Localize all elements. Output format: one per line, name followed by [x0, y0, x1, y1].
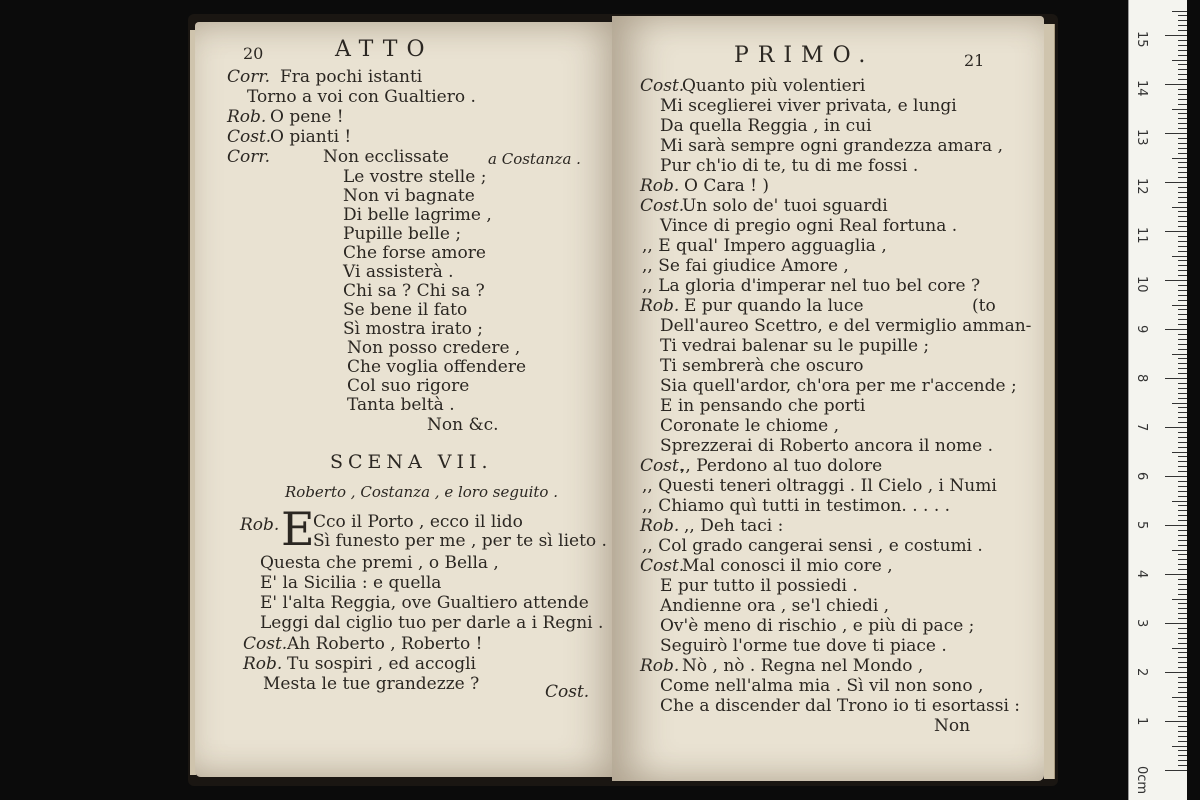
ruler-tick: [1178, 569, 1187, 570]
verse-line: Un solo de' tuoi sguardi: [682, 196, 888, 216]
ruler-tick: [1172, 403, 1187, 404]
verse-line: E pur quando la luce: [684, 296, 864, 316]
ruler-tick: [1178, 187, 1187, 188]
ruler-tick: [1178, 535, 1187, 536]
ruler-tick: [1178, 265, 1187, 266]
ruler-tick: [1178, 221, 1187, 222]
speaker: Cost.: [243, 634, 288, 654]
ruler-tick: [1178, 461, 1187, 462]
ruler-tick: [1178, 618, 1187, 619]
scene-title: SCENA VII.: [330, 451, 493, 473]
verse-line: Ti vedrai balenar su le pupille ;: [660, 336, 930, 356]
ruler-tick: [1178, 750, 1187, 751]
verse-line: Vince di pregio ogni Real fortuna .: [660, 216, 958, 236]
page-number-left: 20: [243, 44, 264, 63]
left-page: [195, 22, 625, 777]
ruler-tick: [1165, 672, 1187, 673]
ruler-tick: [1165, 476, 1187, 477]
ruler-tick: [1178, 99, 1187, 100]
ruler-tick: [1178, 388, 1187, 389]
verse-line: ,, Se fai giudice Amore ,: [642, 256, 849, 276]
ruler-tick: [1178, 349, 1187, 350]
ruler-tick: [1178, 123, 1187, 124]
ruler-label: 12: [1134, 178, 1149, 195]
ruler-tick: [1178, 290, 1187, 291]
ruler-label: 14: [1134, 80, 1149, 97]
ruler-tick: [1178, 211, 1187, 212]
verse-line: Non posso credere ,: [347, 338, 521, 358]
verse-line: Tanta beltà .: [347, 395, 455, 415]
speaker: Cost.: [640, 76, 685, 96]
ruler-tick: [1178, 260, 1187, 261]
ruler-tick: [1165, 231, 1187, 232]
right-page: [612, 16, 1044, 781]
verse-line: ,, Deh taci :: [684, 516, 784, 536]
ruler-tick: [1178, 608, 1187, 609]
verse-line: Se bene il fato: [343, 300, 468, 320]
ruler-tick: [1178, 241, 1187, 242]
ruler-tick: [1178, 652, 1187, 653]
ruler-tick: [1178, 319, 1187, 320]
ruler-tick: [1178, 334, 1187, 335]
drop-cap: E: [281, 502, 315, 556]
ruler-label: 3: [1134, 619, 1149, 628]
ruler-tick: [1178, 167, 1187, 168]
ruler-tick: [1178, 363, 1187, 364]
verse-line: Chi sa ? Chi sa ?: [343, 281, 485, 301]
verse-line: Le vostre stelle ;: [343, 167, 487, 187]
ruler-tick: [1172, 452, 1187, 453]
ruler-tick: [1178, 251, 1187, 252]
ruler-tick: [1178, 731, 1187, 732]
ruler-tick: [1178, 216, 1187, 217]
verse-line: Ov'è meno di rischio , e più di pace ;: [660, 616, 975, 636]
measurement-ruler: [1128, 0, 1187, 800]
ruler-tick: [1178, 437, 1187, 438]
ruler-tick: [1178, 594, 1187, 595]
ruler-tick: [1178, 373, 1187, 374]
verse-line: Non vi bagnate: [343, 186, 475, 206]
ruler-tick: [1178, 466, 1187, 467]
ruler-tick: [1178, 687, 1187, 688]
verse-line: (to: [972, 296, 996, 316]
ruler-tick: [1178, 540, 1187, 541]
ruler-tick: [1178, 456, 1187, 457]
ruler-tick: [1178, 393, 1187, 394]
ruler-tick: [1165, 329, 1187, 330]
ruler-tick: [1172, 11, 1187, 12]
stage-aside: a Costanza .: [488, 150, 581, 168]
verse-line: Mi sarà sempre ogni grandezza amara ,: [660, 136, 1004, 156]
ruler-tick: [1178, 40, 1187, 41]
ruler-tick: [1172, 305, 1187, 306]
ruler-tick: [1178, 143, 1187, 144]
ruler-tick: [1172, 599, 1187, 600]
ruler-tick: [1178, 177, 1187, 178]
verse-line: ,, Questi teneri oltraggi . Il Cielo , i Numi: [642, 476, 997, 496]
verse-line: Mi sceglierei viver privata, e lungi: [660, 96, 957, 116]
ruler-tick: [1178, 358, 1187, 359]
ruler-tick: [1165, 574, 1187, 575]
ruler-tick: [1178, 520, 1187, 521]
speaker: Rob.: [640, 516, 680, 536]
ruler-tick: [1178, 69, 1187, 70]
verse-line: Sì funesto per me , per te sì lieto .: [313, 531, 607, 551]
ruler-tick: [1178, 236, 1187, 237]
ruler-label: 1: [1134, 717, 1149, 726]
ruler-tick: [1178, 711, 1187, 712]
ruler-tick: [1178, 481, 1187, 482]
verse-line: Leggi dal ciglio tuo per darle a i Regni .: [260, 613, 604, 633]
ruler-tick: [1178, 442, 1187, 443]
ruler-tick: [1178, 197, 1187, 198]
ruler-tick: [1178, 172, 1187, 173]
ruler-tick: [1165, 133, 1187, 134]
ruler-tick: [1165, 770, 1187, 771]
ruler-tick: [1178, 20, 1187, 21]
verse-line: Di belle lagrime ,: [343, 205, 492, 225]
right-page-edge: [1044, 24, 1055, 779]
ruler-tick: [1165, 280, 1187, 281]
verse-line: Mal conosci il mio core ,: [682, 556, 893, 576]
ruler-tick: [1178, 692, 1187, 693]
ruler-tick: [1178, 677, 1187, 678]
speaker: Cost.: [227, 127, 272, 147]
ruler-tick: [1178, 153, 1187, 154]
verse-line: O pene !: [270, 107, 344, 127]
ruler-tick: [1178, 226, 1187, 227]
verse-line: Col suo rigore: [347, 376, 470, 396]
ruler-tick: [1178, 554, 1187, 555]
ruler-tick: [1178, 505, 1187, 506]
ruler-label: 15: [1134, 31, 1149, 48]
running-head-right: PRIMO.: [734, 43, 875, 68]
ruler-tick: [1178, 79, 1187, 80]
ruler-tick: [1178, 407, 1187, 408]
verse-line: Sprezzerai di Roberto ancora il nome .: [660, 436, 994, 456]
ruler-tick: [1178, 128, 1187, 129]
ruler-tick: [1178, 701, 1187, 702]
ruler-label: 7: [1134, 423, 1149, 432]
speaker: Cost.: [640, 556, 685, 576]
ruler-tick: [1178, 716, 1187, 717]
ruler-tick: [1178, 202, 1187, 203]
ruler-tick: [1178, 344, 1187, 345]
ruler-tick: [1178, 300, 1187, 301]
ruler-tick: [1178, 633, 1187, 634]
verse-line: Vi assisterà .: [343, 262, 454, 282]
speaker: Rob.: [640, 176, 680, 196]
speaker: Rob.: [640, 656, 680, 676]
ruler-tick: [1178, 496, 1187, 497]
speaker: Rob.: [240, 515, 280, 535]
ruler-tick: [1165, 84, 1187, 85]
stage-direction: Roberto , Costanza , e loro seguito .: [285, 483, 558, 501]
ruler-tick: [1178, 706, 1187, 707]
ruler-tick: [1178, 94, 1187, 95]
ruler-tick: [1172, 207, 1187, 208]
verse-line: E' la Sicilia : e quella: [260, 573, 442, 593]
ruler-tick: [1178, 422, 1187, 423]
ruler-tick: [1178, 89, 1187, 90]
verse-line: E pur tutto il possiedi .: [660, 576, 858, 596]
ruler-tick: [1178, 15, 1187, 16]
speaker: Corr.: [227, 147, 271, 167]
ruler-tick: [1178, 398, 1187, 399]
verse-line: Seguirò l'orme tue dove ti piace .: [660, 636, 947, 656]
verse-line: Quanto più volentieri: [682, 76, 866, 96]
ruler-tick: [1178, 324, 1187, 325]
ruler-tick: [1172, 158, 1187, 159]
ruler-tick: [1178, 755, 1187, 756]
ruler-label: 10: [1134, 276, 1149, 293]
catchword: Cost.: [545, 682, 590, 702]
ruler-tick: [1178, 162, 1187, 163]
ruler-tick: [1165, 35, 1187, 36]
ruler-tick: [1178, 559, 1187, 560]
ruler-tick: [1178, 603, 1187, 604]
ruler-tick: [1178, 270, 1187, 271]
ruler-label: 11: [1134, 227, 1149, 244]
speaker: Cost.: [640, 196, 685, 216]
ruler-tick: [1165, 182, 1187, 183]
verse-line: ,, La gloria d'imperar nel tuo bel core ?: [642, 276, 981, 296]
ruler-tick: [1165, 525, 1187, 526]
ruler-tick: [1172, 256, 1187, 257]
verse-line: Coronate le chiome ,: [660, 416, 840, 436]
ruler-label: 5: [1134, 521, 1149, 530]
ruler-label: 6: [1134, 472, 1149, 481]
ruler-tick: [1178, 564, 1187, 565]
ruler-tick: [1178, 314, 1187, 315]
ruler-tick: [1178, 486, 1187, 487]
ruler-tick: [1178, 643, 1187, 644]
ruler-label: 2: [1134, 668, 1149, 677]
ruler-label: 9: [1134, 325, 1149, 334]
page-number-right: 21: [964, 51, 985, 70]
ruler-tick: [1172, 501, 1187, 502]
verse-line: ,, Chiamo quì tutti in testimon. . . . .: [642, 496, 951, 516]
ruler-tick: [1178, 55, 1187, 56]
ruler-tick: [1172, 697, 1187, 698]
ruler-tick: [1178, 741, 1187, 742]
ruler-tick: [1178, 118, 1187, 119]
verse-line: Non ecclissate: [323, 147, 449, 167]
ruler-label: 13: [1134, 129, 1149, 146]
ruler-tick: [1178, 579, 1187, 580]
verse-line: ,, Col grado cangerai sensi , e costumi .: [642, 536, 983, 556]
verse-line: Che forse amore: [343, 243, 486, 263]
ruler-label: 0cm: [1134, 766, 1149, 795]
speaker: Rob.: [243, 654, 283, 674]
verse-line: Cco il Porto , ecco il lido: [313, 512, 523, 532]
ruler-tick: [1172, 354, 1187, 355]
ruler-tick: [1172, 109, 1187, 110]
ruler-tick: [1172, 648, 1187, 649]
ruler-label: 8: [1134, 374, 1149, 383]
verse-line: Come nell'alma mia . Sì vil non sono ,: [660, 676, 984, 696]
ruler-tick: [1178, 113, 1187, 114]
ruler-tick: [1178, 417, 1187, 418]
ruler-tick: [1178, 662, 1187, 663]
ruler-tick: [1165, 378, 1187, 379]
speaker: Cost.: [640, 456, 685, 476]
ruler-tick: [1178, 447, 1187, 448]
speaker: Rob.: [640, 296, 680, 316]
ruler-tick: [1172, 60, 1187, 61]
ruler-tick: [1178, 45, 1187, 46]
ruler-tick: [1178, 412, 1187, 413]
verse-line: Nò , nò . Regna nel Mondo ,: [682, 656, 924, 676]
ruler-tick: [1172, 746, 1187, 747]
verse-line: Dell'aureo Scettro, e del vermiglio amman-: [660, 316, 1032, 336]
verse-line: Che a discender dal Trono io ti esortassi :: [660, 696, 1021, 716]
ruler-tick: [1178, 64, 1187, 65]
verse-line: Pupille belle ;: [343, 224, 462, 244]
ruler-tick: [1178, 510, 1187, 511]
verse-line: Sì mostra irato ;: [343, 319, 483, 339]
ruler-tick: [1178, 726, 1187, 727]
ruler-tick: [1165, 623, 1187, 624]
verse-line: E' l'alta Reggia, ove Gualtiero attende: [260, 593, 589, 613]
ruler-tick: [1178, 432, 1187, 433]
verse-line: E in pensando che porti: [660, 396, 866, 416]
ruler-tick: [1178, 30, 1187, 31]
verse-line: Sia quell'ardor, ch'ora per me r'accende ;: [660, 376, 1017, 396]
ruler-tick: [1178, 760, 1187, 761]
verse-line: Pur ch'io di te, tu di me fossi .: [660, 156, 919, 176]
ruler-tick: [1178, 148, 1187, 149]
ruler-tick: [1178, 491, 1187, 492]
ruler-tick: [1178, 628, 1187, 629]
verse-line: Andienne ora , se'l chiedi ,: [660, 596, 890, 616]
ruler-tick: [1178, 613, 1187, 614]
running-head-left: ATTO: [335, 37, 434, 62]
verse-line: O Cara ! ): [684, 176, 770, 196]
ruler-label: 4: [1134, 570, 1149, 579]
ruler-tick: [1178, 589, 1187, 590]
ruler-tick: [1178, 192, 1187, 193]
ruler-tick: [1178, 530, 1187, 531]
verse-line: Ah Roberto , Roberto !: [287, 634, 483, 654]
verse-line: Che voglia offendere: [347, 357, 527, 377]
ruler-tick: [1178, 74, 1187, 75]
ruler-tick: [1178, 667, 1187, 668]
ruler-tick: [1165, 427, 1187, 428]
ruler-tick: [1172, 550, 1187, 551]
verse-line: Ti sembrerà che oscuro: [660, 356, 864, 376]
ruler-tick: [1178, 246, 1187, 247]
verse-line: Torno a voi con Gualtiero .: [247, 87, 476, 107]
ruler-tick: [1178, 736, 1187, 737]
ruler-tick: [1178, 104, 1187, 105]
ruler-tick: [1178, 50, 1187, 51]
ruler-tick: [1178, 584, 1187, 585]
ruler-tick: [1178, 765, 1187, 766]
ruler-tick: [1178, 682, 1187, 683]
ruler-tick: [1178, 295, 1187, 296]
ruler-tick: [1178, 515, 1187, 516]
verse-line: ,, E qual' Impero agguaglia ,: [642, 236, 887, 256]
verse-line: O pianti !: [270, 127, 352, 147]
ruler-tick: [1178, 638, 1187, 639]
ruler-tick: [1178, 285, 1187, 286]
verse-line: Questa che premi , o Bella ,: [260, 553, 499, 573]
verse-line: Da quella Reggia , in cui: [660, 116, 872, 136]
ruler-tick: [1178, 471, 1187, 472]
catchword: Non: [934, 716, 971, 736]
speaker: Corr.: [227, 67, 271, 87]
ruler-tick: [1178, 25, 1187, 26]
ruler-tick: [1165, 721, 1187, 722]
ruler-tick: [1178, 368, 1187, 369]
verse-line: ,, Perdono al tuo dolore: [680, 456, 883, 476]
ruler-tick: [1178, 657, 1187, 658]
speaker: Rob.: [227, 107, 267, 127]
verse-line: Fra pochi istanti: [280, 67, 423, 87]
ruler-tick: [1178, 138, 1187, 139]
verse-line: Mesta le tue grandezze ?: [263, 674, 480, 694]
verse-line: Tu sospiri , ed accogli: [287, 654, 476, 674]
ruler-tick: [1178, 309, 1187, 310]
ruler-tick: [1178, 339, 1187, 340]
ruler-tick: [1178, 545, 1187, 546]
verse-line: Non &c.: [427, 415, 499, 435]
ruler-tick: [1178, 275, 1187, 276]
ruler-tick: [1178, 383, 1187, 384]
